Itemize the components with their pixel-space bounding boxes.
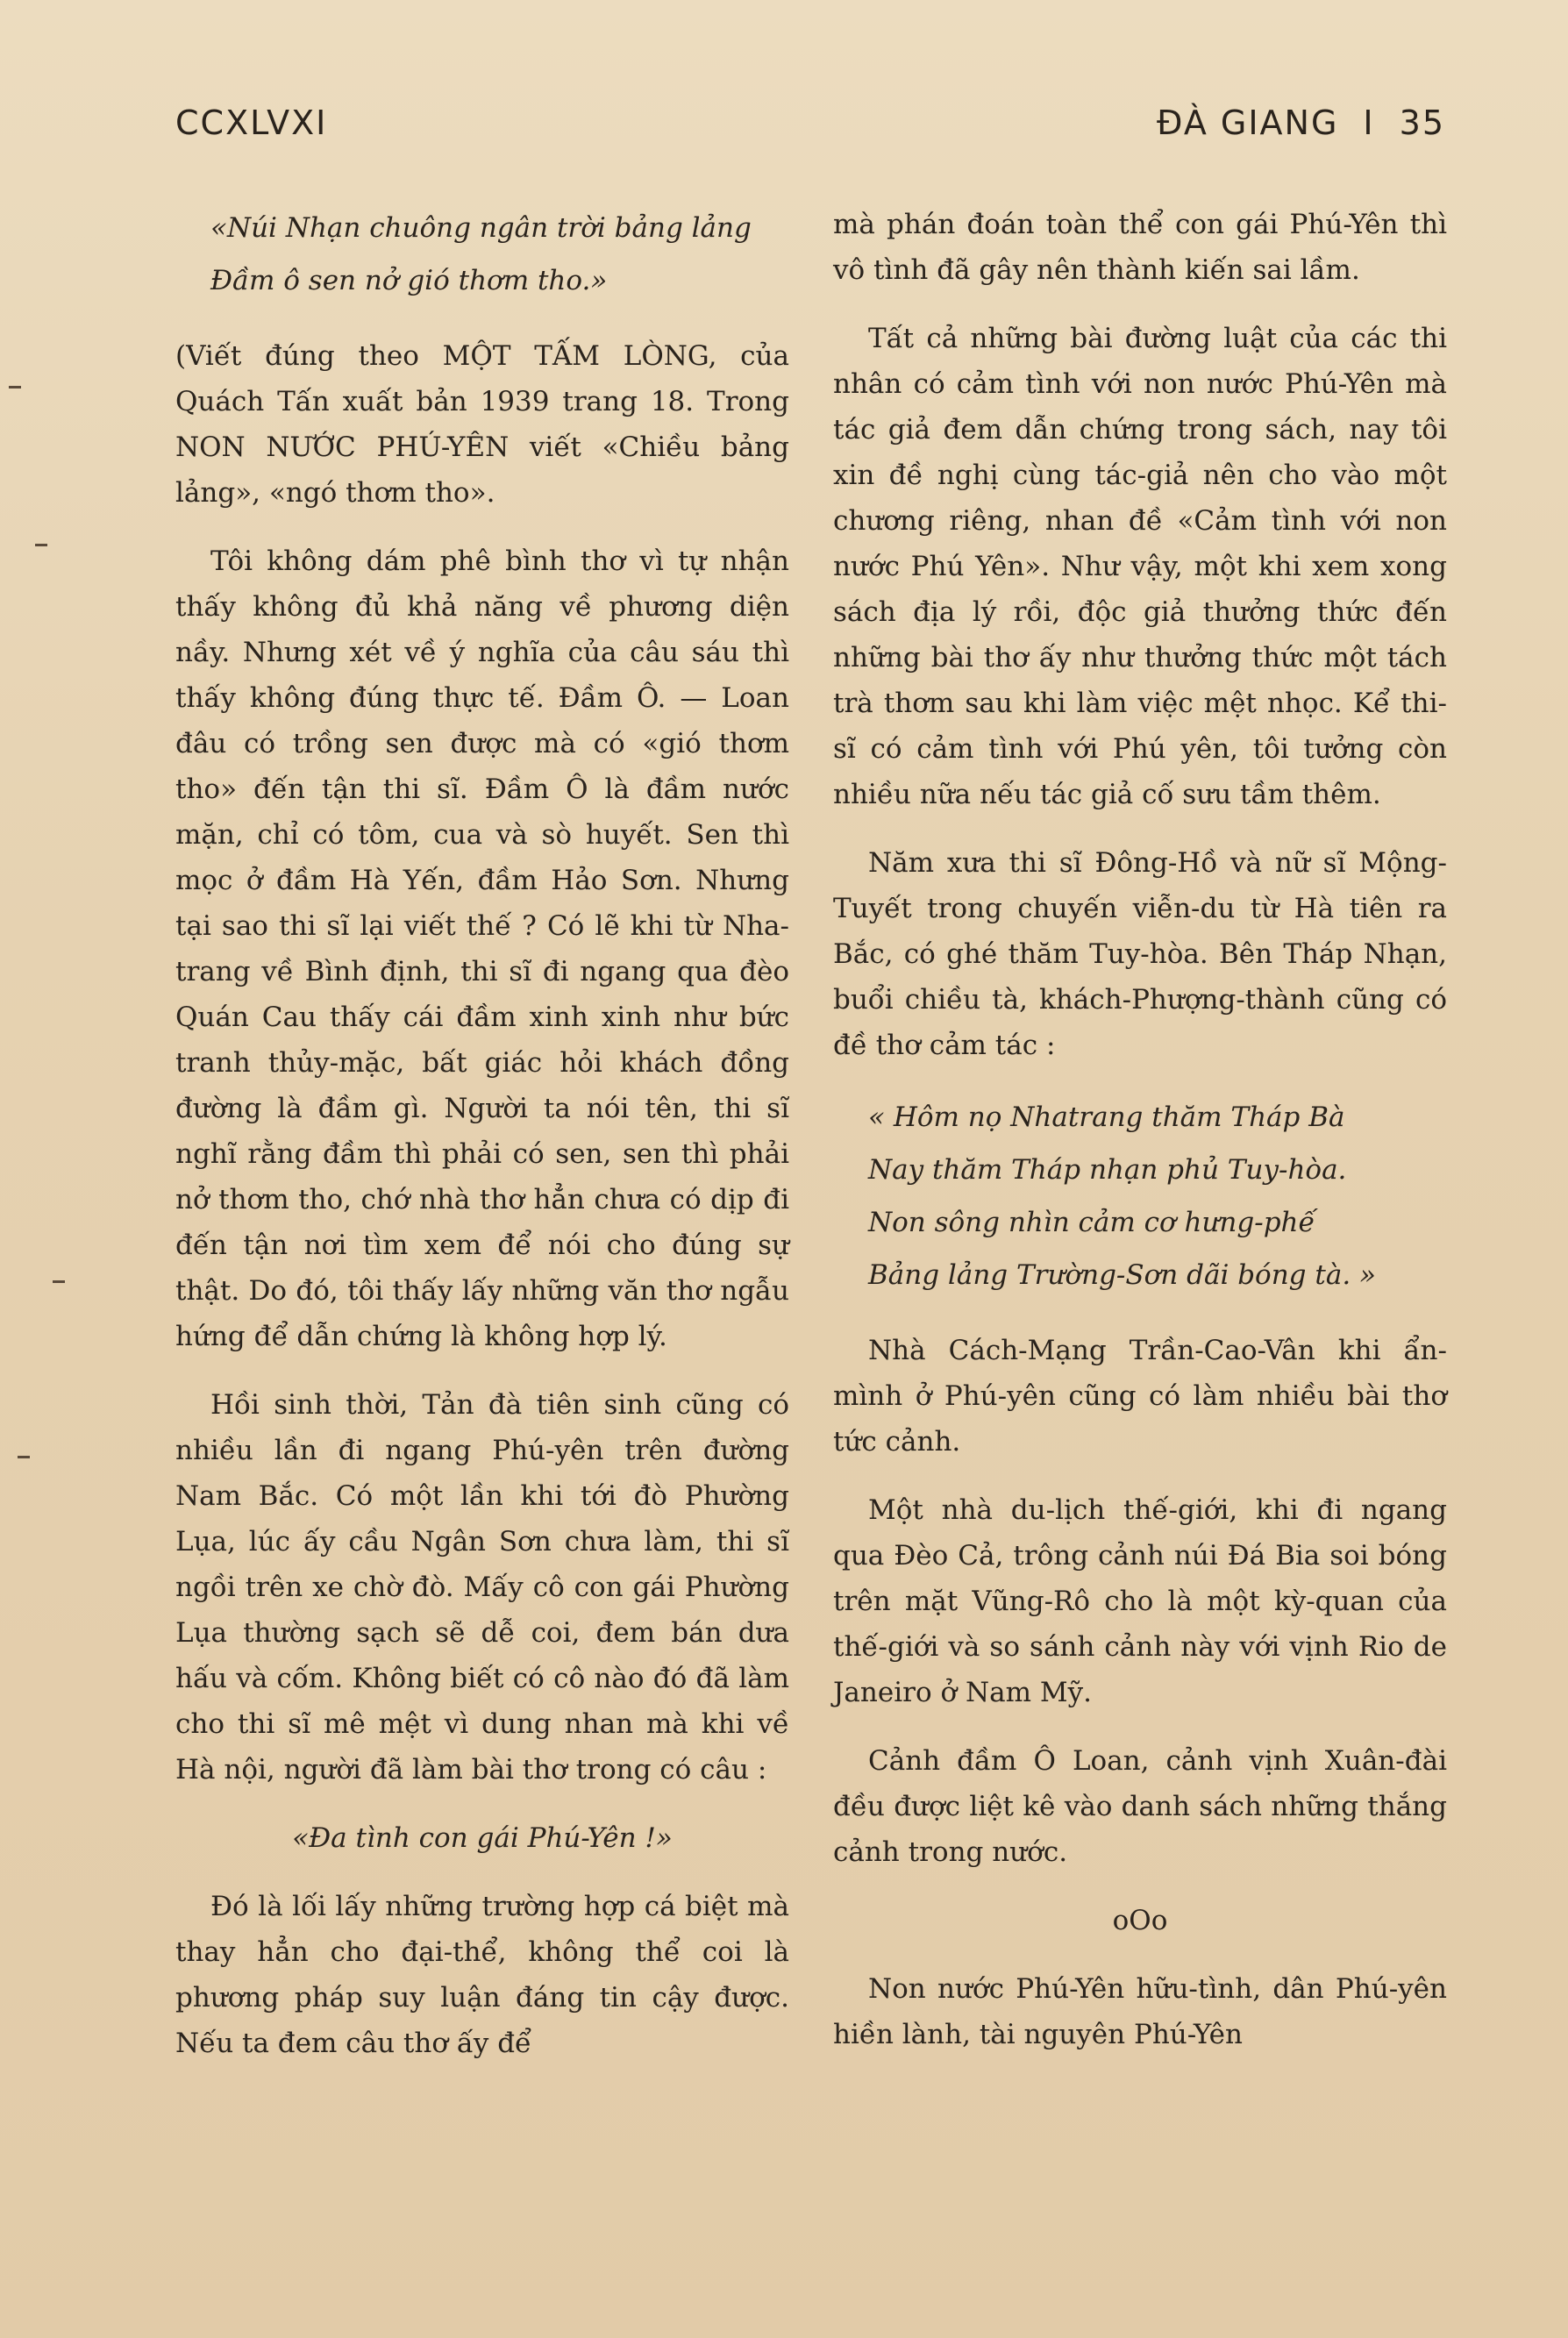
header-right [1157, 103, 1445, 142]
paragraph: Năm xưa thi sĩ Đông-Hồ và nữ sĩ Mộng- Tuyết trong chuyến viễn-du từ Hà tiên ra Bắc, có ghé thăm Tuy-hòa. Bên Tháp Nhạn, buổi chiều tà, khách-Phượng-thành cũng có đề thơ cảm tác : [833, 847, 1447, 1061]
verse-line: Nay thăm Tháp nhạn phủ Tuy-hòa. [868, 1154, 1347, 1186]
verse-line: «Núi Nhạn chuông ngân trời bảng lảng [210, 212, 752, 244]
left-column [175, 202, 789, 2089]
header-separator: I [1363, 103, 1375, 142]
paragraph: Non nước Phú-Yên hữu-tình, dân Phú-yên hiền lành, tài nguyên Phú-Yên [833, 1973, 1447, 2050]
section-separator: oOo [1112, 1905, 1168, 1936]
margin-mark [9, 386, 21, 388]
paragraph: Tất cả những bài đường luật của các thi nhân có cảm tình với non nước Phú-Yên mà tác giả đem dẫn chứng trong sách, nay tôi xin đề nghị cùng tác-giả nên cho vào một chương riêng, nhan đề «Cảm tình với non nước Phú Yên». Như vậy, một khi xem xong sách địa lý rồi, độc giả thưởng thức đến những bài thơ ấy như thưởng thức một tách trà thơm sau khi làm việc mệt nhọc. Kể thi-sĩ có cảm tình với Phú yên, tôi tưởng còn nhiều nữa nếu tác giả cố sưu tầm thêm. [833, 323, 1447, 810]
page-number: 35 [1399, 103, 1445, 142]
page-header [175, 103, 1445, 142]
quote: «Đa tình con gái Phú-Yên !» [292, 1822, 673, 1854]
margin-mark [18, 1456, 30, 1458]
verse-line: « Hôm nọ Nhatrang thăm Tháp Bà [868, 1101, 1345, 1133]
verse-line: Đầm ô sen nở gió thơm tho.» [210, 265, 608, 296]
header-title: ĐÀ GIANG [1157, 103, 1339, 142]
paragraph: Hồi sinh thời, Tản đà tiên sinh cũng có nhiều lần đi ngang Phú-yên trên đường Nam Bắc. Có một lần khi tới đò Phường Lụa, lúc ấy cầu Ngân Sơn chưa làm, thi sĩ ngồi trên xe chờ đò. Mấy cô con gái Phường Lụa thường sạch sẽ dễ coi, đem bán dưa hấu và cốm. Không biết có cô nào đó đã làm cho thi sĩ mê mệt vì dung nhan mà khi về Hà nội, người đã làm bài thơ trong có câu : [175, 1389, 789, 1786]
paragraph: Cảnh đầm Ô Loan, cảnh vịnh Xuân-đài đều được liệt kê vào danh sách những thắng cảnh trong nước. [833, 1745, 1447, 1868]
paragraph: Đó là lối lấy những trường hợp cá biệt mà thay hẳn cho đại-thể, không thể coi là phương pháp suy luận đáng tin cậy được. Nếu ta đem câu thơ ấy để [175, 1891, 789, 2059]
verse-block [175, 202, 789, 307]
paragraph: Nhà Cách-Mạng Trần-Cao-Vân khi ẩn-mình ở Phú-yên cũng có làm nhiều bài thơ tức cảnh. [833, 1335, 1447, 1458]
verse-block [833, 1091, 1447, 1301]
paragraph: Tôi không dám phê bình thơ vì tự nhận thấy không đủ khả năng về phương diện nầy. Nhưng xét về ý nghĩa của câu sáu thì thấy không đúng thực tế. Đầm Ô. — Loan đâu có trồng sen được mà có «gió thơm tho» đến tận thi sĩ. Đầm Ô là đầm nước mặn, chỉ có tôm, cua và sò huyết. Sen thì mọc ở đầm Hà Yến, đầm Hảo Sơn. Nhưng tại sao thi sĩ lại viết thế ? Có lẽ khi từ Nha-trang về Bình định, thi sĩ đi ngang qua đèo Quán Cau thấy cái đầm xinh xinh như bức tranh thủy-mặc, bất giác hỏi khách đồng đường là đầm gì. Người ta nói tên, thi sĩ nghĩ rằng đầm thì phải có sen, sen thì phải nở thơm tho, chớ nhà thơ hẳn chưa có dịp đi đến tận nơi tìm xem để nói cho đúng sự thật. Do đó, tôi thấy lấy những văn thơ ngẫu hứng để dẫn chứng là không hợp lý. [175, 545, 789, 1352]
header-left: CCXLVXI [175, 103, 328, 142]
verse-line: Bảng lảng Trường-Sơn dãi bóng tà. » [868, 1259, 1376, 1291]
margin-mark [35, 544, 47, 546]
right-column [833, 202, 1447, 2080]
paragraph: mà phán đoán toàn thể con gái Phú-Yên thì vô tình đã gây nên thành kiến sai lầm. [833, 209, 1447, 286]
margin-mark [53, 1280, 65, 1283]
verse-line: Non sông nhìn cảm cơ hưng-phế [868, 1207, 1315, 1238]
paragraph: (Viết đúng theo MỘT TẤM LÒNG, của Quách Tấn xuất bản 1939 trang 18. Trong NON NƯỚC PHÚ-YÊN viết «Chiều bảng lảng», «ngó thơm tho». [175, 340, 789, 509]
paragraph: Một nhà du-lịch thế-giới, khi đi ngang qua Đèo Cả, trông cảnh núi Đá Bia soi bóng trên mặt Vũng-Rô cho là một kỳ-quan của thế-giới và so sánh cảnh này với vịnh Rio de Janeiro ở Nam Mỹ. [833, 1494, 1447, 1708]
